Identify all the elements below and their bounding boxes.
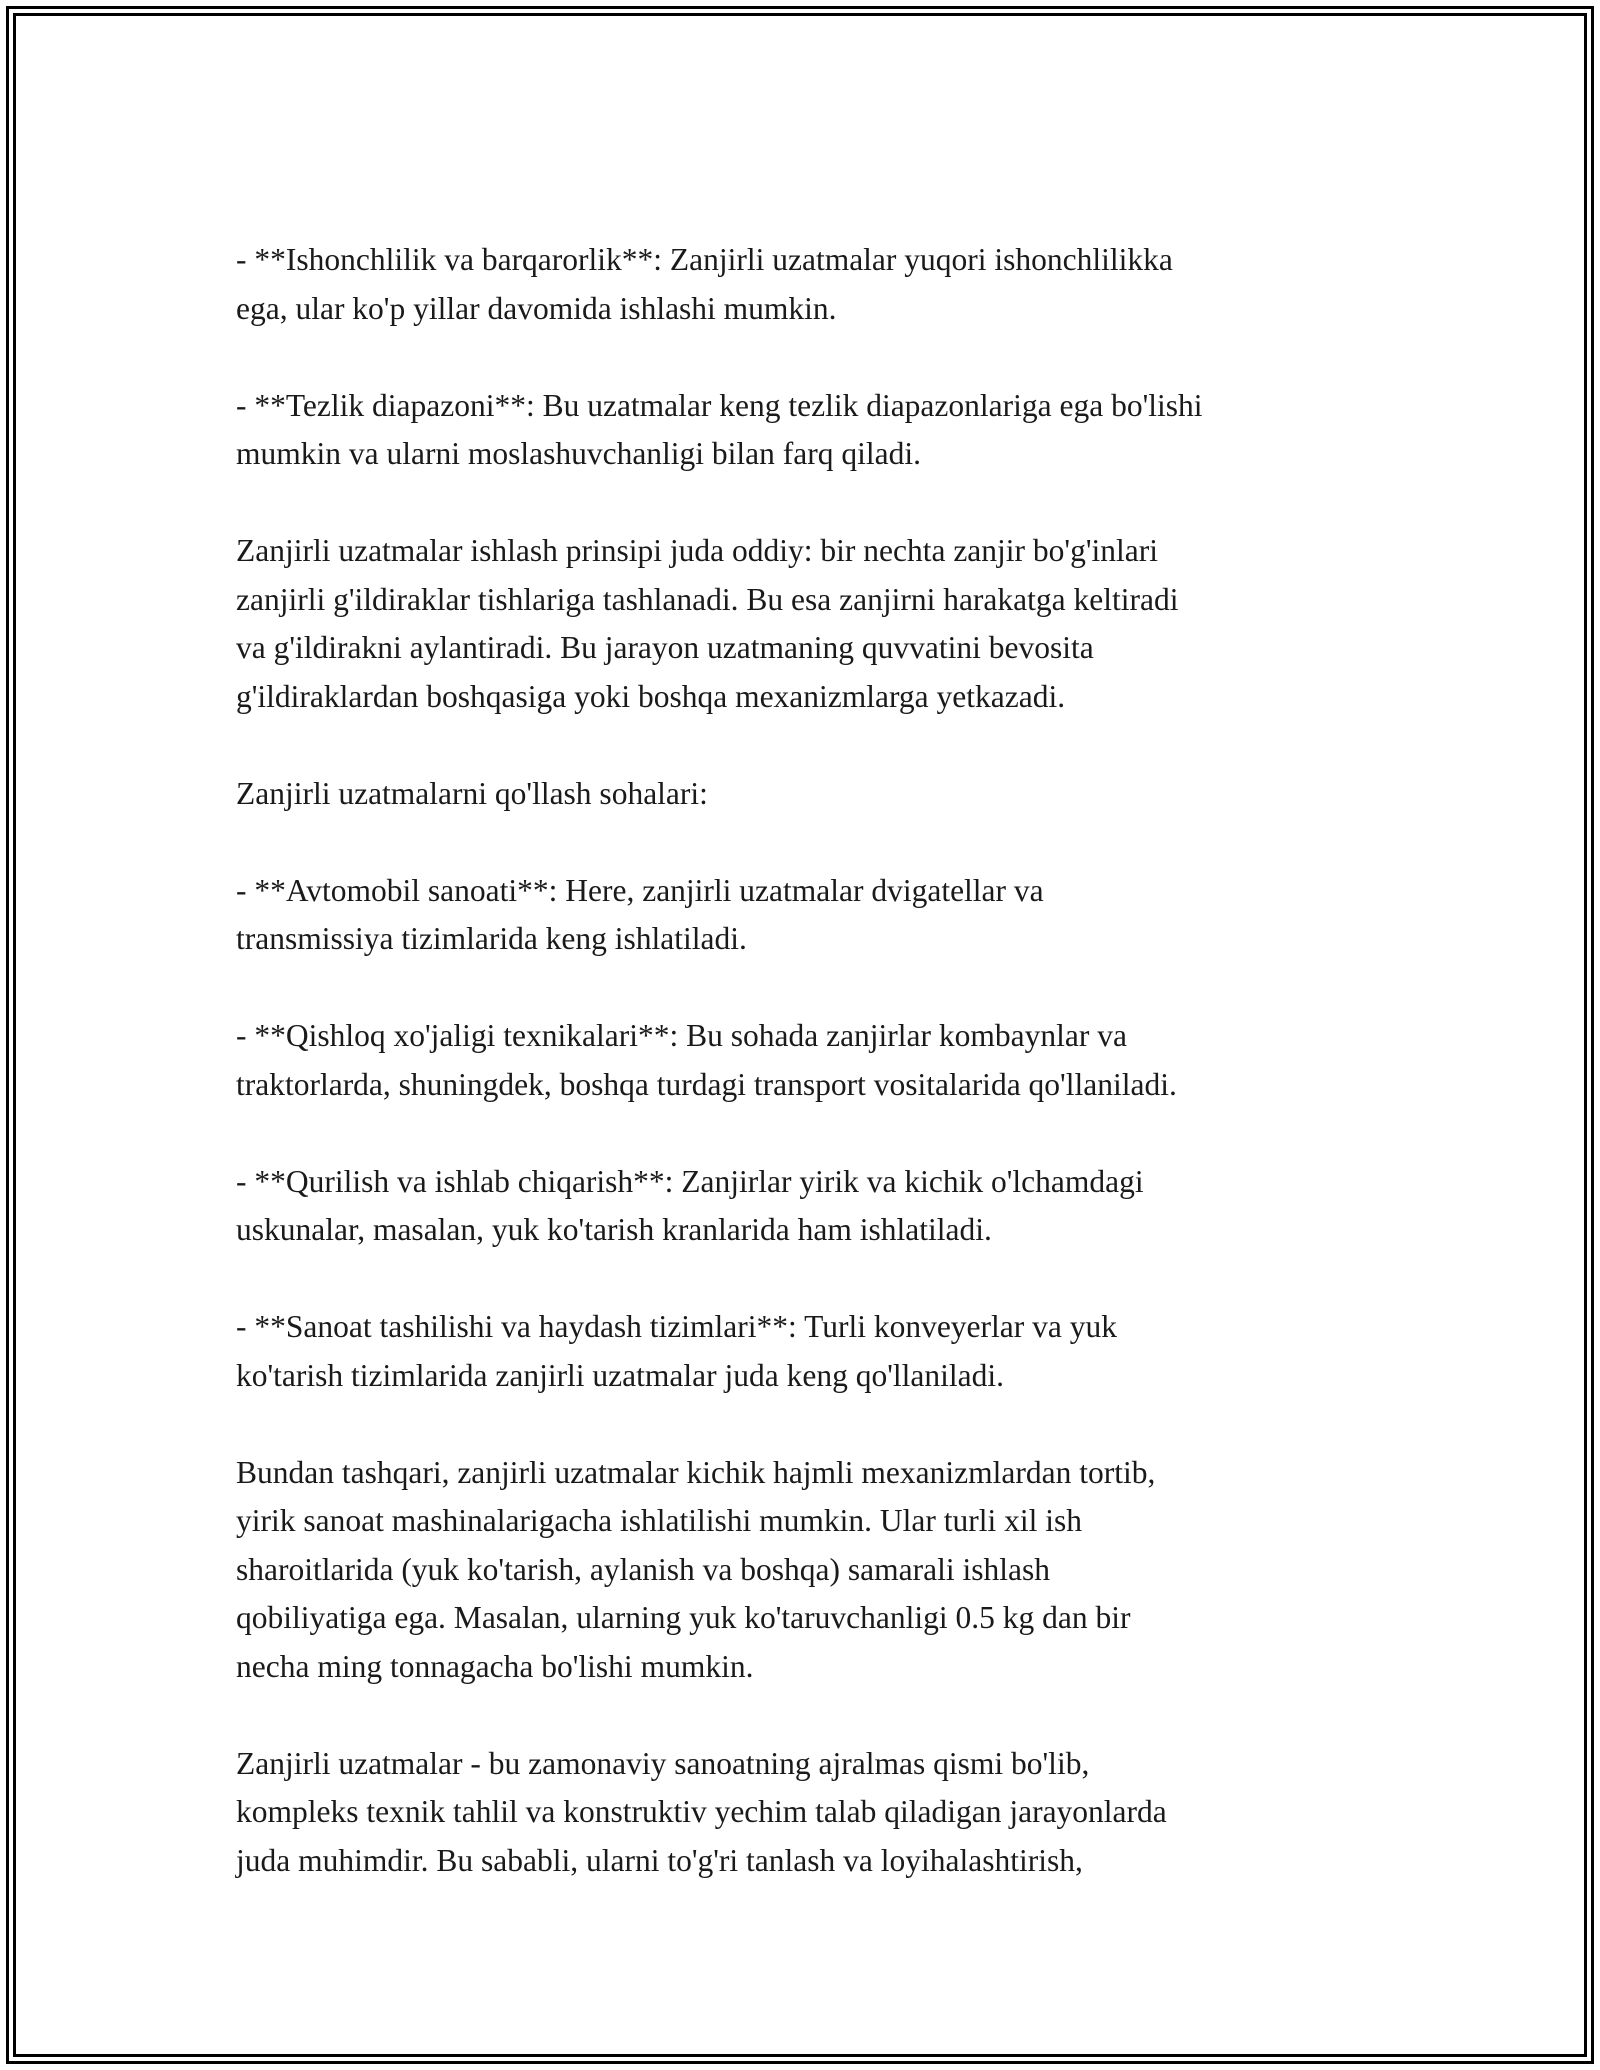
- text-line: - **Qurilish va ishlab chiqarish**: Zanjirlar yirik va kichik o'lchamdagi: [236, 1163, 1144, 1199]
- text-line: g'ildiraklardan boshqasiga yoki boshqa mexanizmlarga yetkazadi.: [236, 678, 1066, 714]
- text-line: Zanjirli uzatmalar - bu zamonaviy sanoatning ajralmas qismi bo'lib,: [236, 1745, 1090, 1781]
- paragraph: [236, 236, 1376, 333]
- paragraph: [236, 867, 1376, 964]
- text-line: - **Ishonchlilik va barqarorlik**: Zanjirli uzatmalar yuqori ishonchlilikka: [236, 242, 1173, 277]
- text-line: ko'tarish tizimlarida zanjirli uzatmalar juda keng qo'llaniladi.: [236, 1357, 1004, 1393]
- text-line: - **Tezlik diapazoni**: Bu uzatmalar keng tezlik diapazonlariga ega bo'lishi: [236, 387, 1203, 423]
- text-line: uskunalar, masalan, yuk ko'tarish kranlarida ham ishlatiladi.: [236, 1212, 992, 1247]
- paragraph: [236, 1012, 1376, 1109]
- text-line: ega, ular ko'p yillar davomida ishlashi mumkin.: [236, 290, 837, 326]
- text-line: sharoitlarida (yuk ko'tarish, aylanish va boshqa) samarali ishlash: [236, 1551, 1050, 1587]
- text-line: Zanjirli uzatmalarni qo'llash sohalari:: [236, 775, 708, 811]
- text-line: Zanjirli uzatmalar ishlash prinsipi juda oddiy: bir nechta zanjir bo'g'inlari: [236, 533, 1158, 568]
- text-line: juda muhimdir. Bu sababli, ularni to'g'ri tanlash va loyihalashtirish,: [236, 1842, 1083, 1878]
- text-line: yirik sanoat mashinalarigacha ishlatilishi mumkin. Ular turli xil ish: [236, 1503, 1082, 1538]
- text-line: - **Avtomobil sanoati**: Here, zanjirli uzatmalar dvigatellar va: [236, 872, 1044, 908]
- text-line: necha ming tonnagacha bo'lishi mumkin.: [236, 1648, 754, 1684]
- text-line: transmissiya tizimlarida keng ishlatiladi.: [236, 921, 747, 956]
- paragraph: [236, 770, 1376, 819]
- paragraph: [236, 1158, 1376, 1255]
- paragraph: [236, 1449, 1376, 1692]
- text-line: - **Qishloq xo'jaligi texnikalari**: Bu sohada zanjirlar kombaynlar va: [236, 1018, 1127, 1053]
- paragraph: [236, 382, 1376, 479]
- text-line: zanjirli g'ildiraklar tishlariga tashlanadi. Bu esa zanjirni harakatga keltiradi: [236, 581, 1179, 617]
- text-line: kompleks texnik tahlil va konstruktiv yechim talab qiladigan jarayonlarda: [236, 1794, 1167, 1829]
- text-line: mumkin va ularni moslashuvchanligi bilan farq qiladi.: [236, 436, 921, 471]
- document-body: [236, 236, 1376, 1885]
- paragraph: [236, 1740, 1376, 1886]
- text-line: qobiliyatiga ega. Masalan, ularning yuk ko'taruvchanligi 0.5 kg dan bir: [236, 1600, 1131, 1635]
- text-line: - **Sanoat tashilishi va haydash tizimlari**: Turli konveyerlar va yuk: [236, 1309, 1117, 1344]
- text-line: va g'ildirakni aylantiradi. Bu jarayon uzatmaning quvvatini bevosita: [236, 630, 1094, 665]
- text-line: Bundan tashqari, zanjirli uzatmalar kichik hajmli mexanizmlardan tortib,: [236, 1454, 1156, 1490]
- paragraph: [236, 527, 1376, 721]
- text-line: traktorlarda, shuningdek, boshqa turdagi transport vositalarida qo'llaniladi.: [236, 1066, 1177, 1102]
- paragraph: [236, 1303, 1376, 1400]
